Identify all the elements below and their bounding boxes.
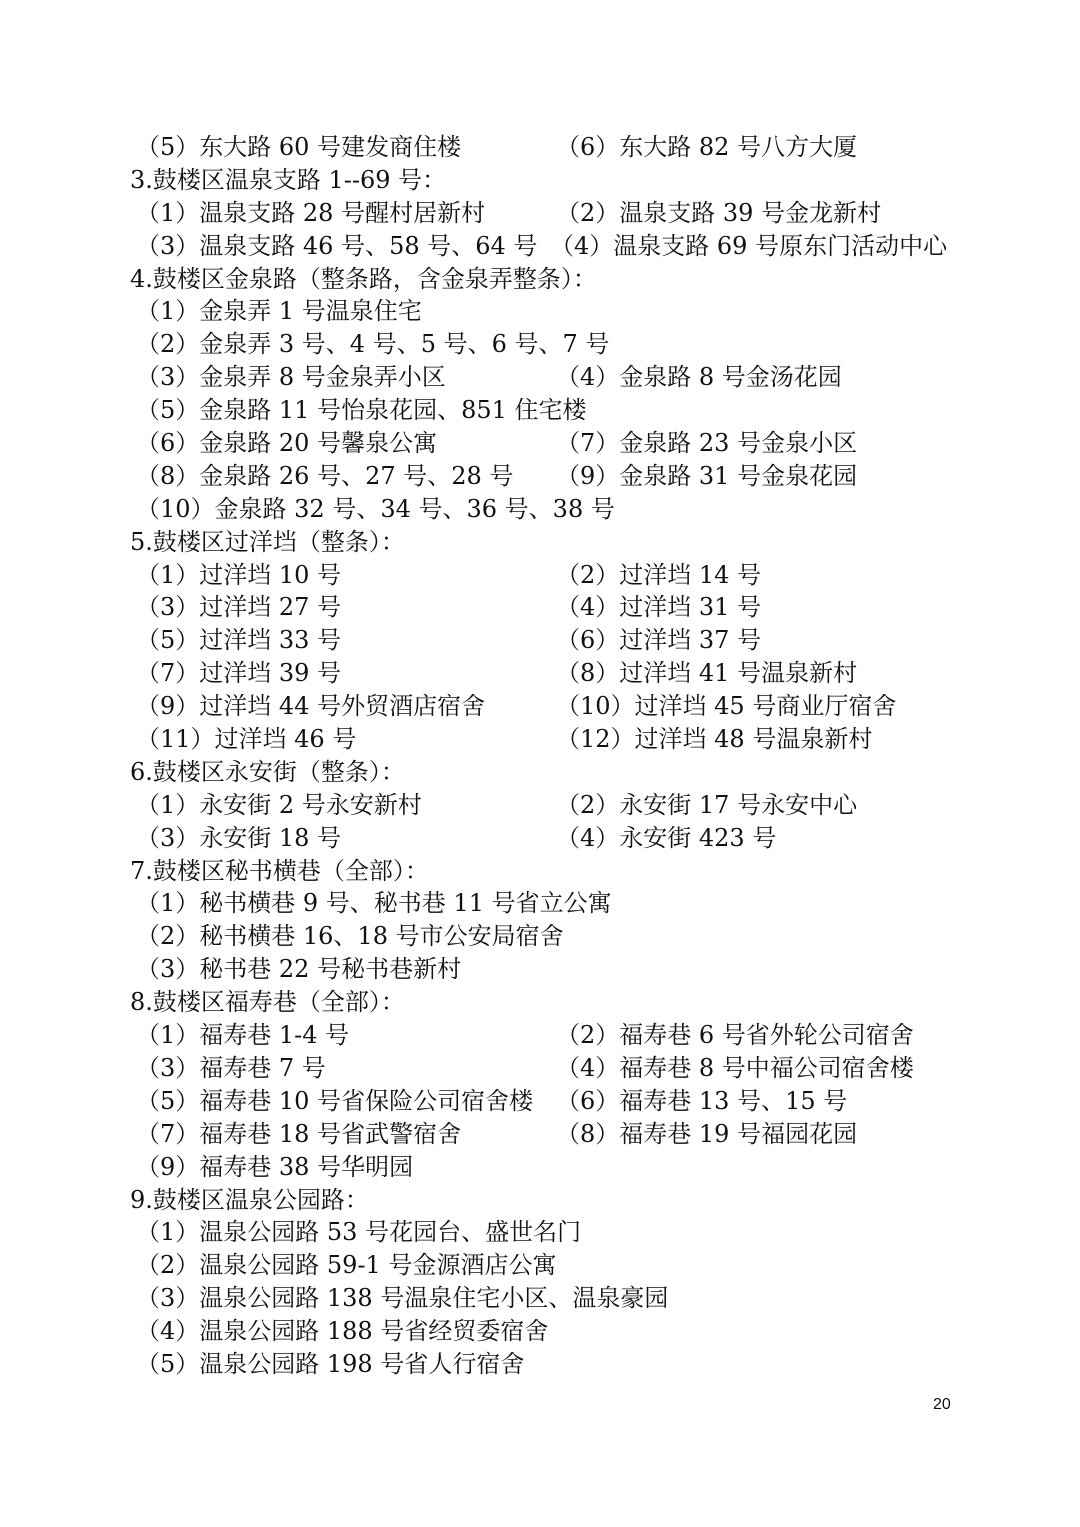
address-item: （5）福寿巷 10 号省保险公司宿舍楼	[136, 1086, 534, 1115]
address-item: （5）金泉路 11 号怡泉花园、851 住宅楼	[136, 396, 587, 425]
section-heading: 8.鼓楼区福寿巷（全部）：	[130, 988, 405, 1017]
address-item: （4）永安街 423 号	[556, 823, 777, 852]
address-row	[130, 789, 980, 822]
address-item: （2）福寿巷 6 号省外轮公司宿舍	[556, 1021, 914, 1050]
address-row	[130, 460, 980, 493]
section-heading: 9.鼓楼区温泉公园路：	[130, 1185, 369, 1214]
address-item: （1）福寿巷 1-4 号	[136, 1021, 350, 1050]
address-row	[130, 1348, 980, 1381]
address-row	[130, 1151, 980, 1184]
address-item: （6）东大路 82 号八方大厦	[556, 133, 858, 161]
address-row	[130, 1019, 980, 1052]
address-item: （9）金泉路 31 号金泉花园	[556, 461, 858, 490]
address-row	[130, 1282, 980, 1315]
address-item: （2）温泉支路 39 号金龙新村	[556, 198, 882, 227]
address-item: （8）金泉路 26 号、27 号、28 号	[136, 461, 514, 490]
section-heading: 6.鼓楼区永安街（整条）：	[130, 757, 405, 786]
address-item: （6）过洋垱 37 号	[556, 626, 762, 655]
address-item: （3）永安街 18 号	[136, 823, 342, 852]
address-row	[130, 624, 980, 657]
section-heading: 7.鼓楼区秘书横巷（全部）：	[130, 856, 429, 885]
address-item: （7）福寿巷 18 号省武警宿舍	[136, 1119, 462, 1148]
address-row	[130, 493, 980, 526]
address-item: （3）温泉公园路 138 号温泉住宅小区、温泉豪园	[136, 1284, 669, 1313]
address-row	[130, 1118, 980, 1151]
address-row	[130, 1052, 980, 1085]
address-row	[130, 690, 980, 723]
address-item: （3）福寿巷 7 号	[136, 1053, 326, 1082]
address-row	[130, 657, 980, 690]
address-item: （10）金泉路 32 号、34 号、36 号、38 号	[136, 494, 615, 523]
address-item: （1）过洋垱 10 号	[136, 560, 342, 589]
address-row	[130, 427, 980, 460]
page-number: 20	[933, 1396, 951, 1413]
address-item: （9）过洋垱 44 号外贸酒店宿舍	[136, 692, 486, 721]
address-row	[130, 723, 980, 756]
address-item: （5）过洋垱 33 号	[136, 626, 342, 655]
address-item: （7）过洋垱 39 号	[136, 659, 342, 688]
address-item: （1）温泉公园路 53 号花园台、盛世名门	[136, 1218, 582, 1247]
section-heading: 5.鼓楼区过洋垱（整条）：	[130, 527, 405, 556]
address-item: （6）金泉路 20 号馨泉公寓	[136, 429, 438, 458]
address-item: （10）过洋垱 45 号商业厅宿舍	[556, 692, 897, 721]
address-item: （3）秘书巷 22 号秘书巷新村	[136, 955, 462, 984]
address-row	[130, 559, 980, 592]
address-item: （1）金泉弄 1 号温泉住宅	[136, 297, 422, 326]
address-row	[130, 591, 980, 624]
address-row	[130, 1249, 980, 1282]
address-item: （3）温泉支路 46 号、58 号、64 号	[136, 231, 538, 260]
address-item: （12）过洋垱 48 号温泉新村	[556, 725, 873, 754]
address-item: （2）过洋垱 14 号	[556, 560, 762, 589]
address-item: （2）秘书横巷 16、18 号市公安局宿舍	[136, 922, 564, 951]
address-row	[130, 295, 980, 328]
address-row	[130, 361, 980, 394]
address-item: （7）金泉路 23 号金泉小区	[556, 429, 858, 458]
address-row	[130, 230, 980, 263]
address-item: （4）温泉支路 69 号原东门活动中心	[550, 231, 948, 260]
address-item: （4）金泉路 8 号金汤花园	[556, 363, 842, 392]
address-row	[130, 197, 980, 230]
address-row	[130, 822, 980, 855]
section-heading: 3.鼓楼区温泉支路 1--69 号：	[130, 165, 447, 194]
section-heading: 4.鼓楼区金泉路（整条路，含金泉弄整条）：	[130, 264, 597, 293]
document-body	[130, 131, 980, 1381]
address-item: （8）福寿巷 19 号福园花园	[556, 1119, 858, 1148]
address-item: （5）东大路 60 号建发商住楼	[136, 133, 462, 161]
address-item: （5）温泉公园路 198 号省人行宿舍	[136, 1349, 525, 1378]
address-row	[130, 328, 980, 361]
address-item: （2）金泉弄 3 号、4 号、5 号、6 号、7 号	[136, 330, 610, 359]
address-item: （11）过洋垱 46 号	[136, 725, 357, 754]
address-row	[130, 887, 980, 920]
address-row	[130, 1216, 980, 1249]
address-item: （4）福寿巷 8 号中福公司宿舍楼	[556, 1053, 914, 1082]
address-item: （4）温泉公园路 188 号省经贸委宿舍	[136, 1317, 549, 1346]
address-item: （2）温泉公园路 59-1 号金源酒店公寓	[136, 1251, 557, 1280]
address-row	[130, 131, 980, 164]
address-row	[130, 1085, 980, 1118]
address-row	[130, 953, 980, 986]
address-item: （3）过洋垱 27 号	[136, 593, 342, 622]
address-item: （6）福寿巷 13 号、15 号	[556, 1086, 848, 1115]
address-item: （4）过洋垱 31 号	[556, 593, 762, 622]
address-item: （1）永安街 2 号永安新村	[136, 790, 422, 819]
address-row	[130, 920, 980, 953]
address-row	[130, 394, 980, 427]
address-item: （3）金泉弄 8 号金泉弄小区	[136, 363, 446, 392]
address-item: （2）永安街 17 号永安中心	[556, 790, 858, 819]
address-item: （1）秘书横巷 9 号、秘书巷 11 号省立公寓	[136, 889, 612, 918]
address-row	[130, 1315, 980, 1348]
address-item: （8）过洋垱 41 号温泉新村	[556, 659, 858, 688]
address-item: （9）福寿巷 38 号华明园	[136, 1152, 414, 1181]
address-item: （1）温泉支路 28 号醒村居新村	[136, 198, 486, 227]
